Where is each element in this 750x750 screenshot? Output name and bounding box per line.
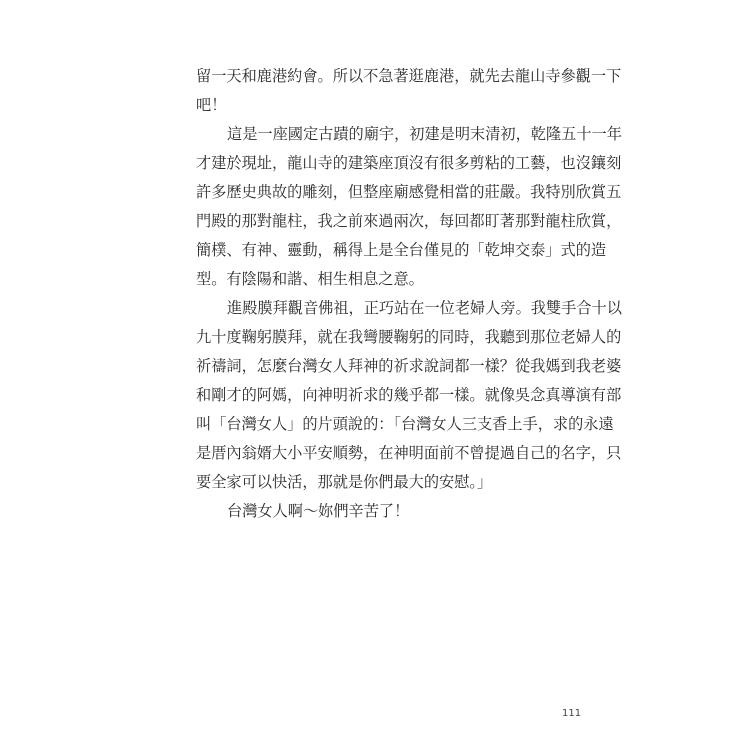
text-line: 是厝內翁婿大小平安順勢，在神明面前不曾提過自己的名字，只 bbox=[196, 444, 622, 462]
text-line: 簡樸、有神、靈動，稱得上是全台僅見的「乾坤交泰」式的造 bbox=[196, 241, 607, 259]
text-line: 留一天和鹿港約會。所以不急著逛鹿港，就先去龍山寺參觀一下 bbox=[196, 67, 622, 85]
text-line: 祈禱詞，怎麼台灣女人拜神的祈求說詞都一樣？從我媽到我老婆 bbox=[196, 357, 622, 375]
text-line: 九十度鞠躬膜拜，就在我彎腰鞠躬的同時，我聽到那位老婦人的 bbox=[196, 328, 622, 346]
text-line: 台灣女人啊～妳們辛苦了！ bbox=[227, 502, 410, 520]
text-line: 這是一座國定古蹟的廟宇，初建是明末清初，乾隆五十一年 bbox=[227, 125, 622, 143]
text-line: 型。有陰陽和諧、相生相息之意。 bbox=[196, 270, 424, 288]
text-line: 要全家可以快活，那就是你們最大的安慰。」 bbox=[196, 473, 493, 491]
text-line: 許多歷史典故的雕刻，但整座廟感覺相當的莊嚴。我特別欣賞五 bbox=[196, 183, 622, 201]
text-line: 吧！ bbox=[196, 96, 227, 114]
body-text bbox=[196, 62, 622, 526]
page-number: 111 bbox=[562, 708, 582, 719]
text-line: 進殿膜拜觀音佛祖，正巧站在一位老婦人旁。我雙手合十以 bbox=[227, 299, 622, 317]
text-line: 才建於現址，龍山寺的建築座頂沒有很多剪粘的工藝，也沒鑲刻 bbox=[196, 154, 622, 172]
text-line: 叫「台灣女人」的片頭說的：「台灣女人三支香上手，求的永遠 bbox=[196, 415, 614, 433]
text-line: 門殿的那對龍柱，我之前來過兩次，每回都盯著那對龍柱欣賞， bbox=[196, 212, 622, 230]
text-line: 和剛才的阿媽，向神明祈求的幾乎都一樣。就像吳念真導演有部 bbox=[196, 386, 622, 404]
